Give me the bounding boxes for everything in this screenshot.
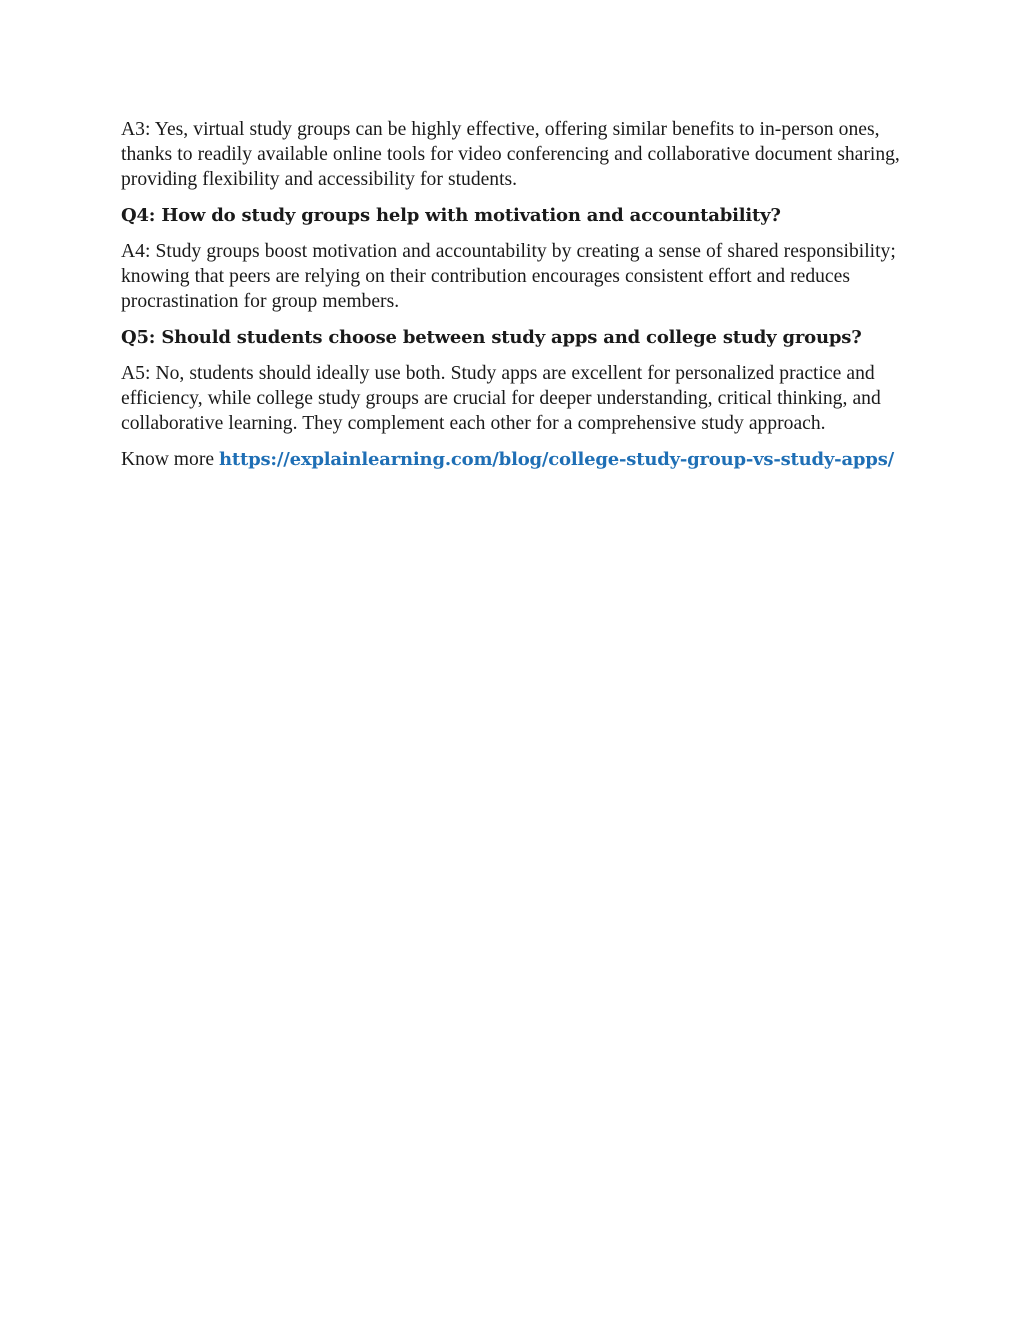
document-page [121,117,911,472]
know-more-label: Know more [121,449,215,470]
question-5: Q5: Should students choose between study apps and college study groups? [121,327,862,348]
question-4: Q4: How do study groups help with motivation and accountability? [121,205,781,226]
know-more-line [121,447,911,472]
answer-4: A4: Study groups boost motivation and accountability by creating a sense of shared responsibility; knowing that peers are relying on their contribution encourages consistent effort and reduces procrastination for group members. [121,241,896,312]
article-link[interactable]: https://explainlearning.com/blog/college-study-group-vs-study-apps/ [218,449,894,470]
answer-3: A3: Yes, virtual study groups can be highly effective, offering similar benefits to in-person ones, thanks to readily available online tools for video conferencing and collaborative document sharing, providing flexibility and accessibility for students. [121,119,900,190]
answer-5: A5: No, students should ideally use both. Study apps are excellent for personalized practice and efficiency, while college study groups are crucial for deeper understanding, critical thinking, and collaborative learning. They complement each other for a comprehensive study approach. [121,363,881,434]
